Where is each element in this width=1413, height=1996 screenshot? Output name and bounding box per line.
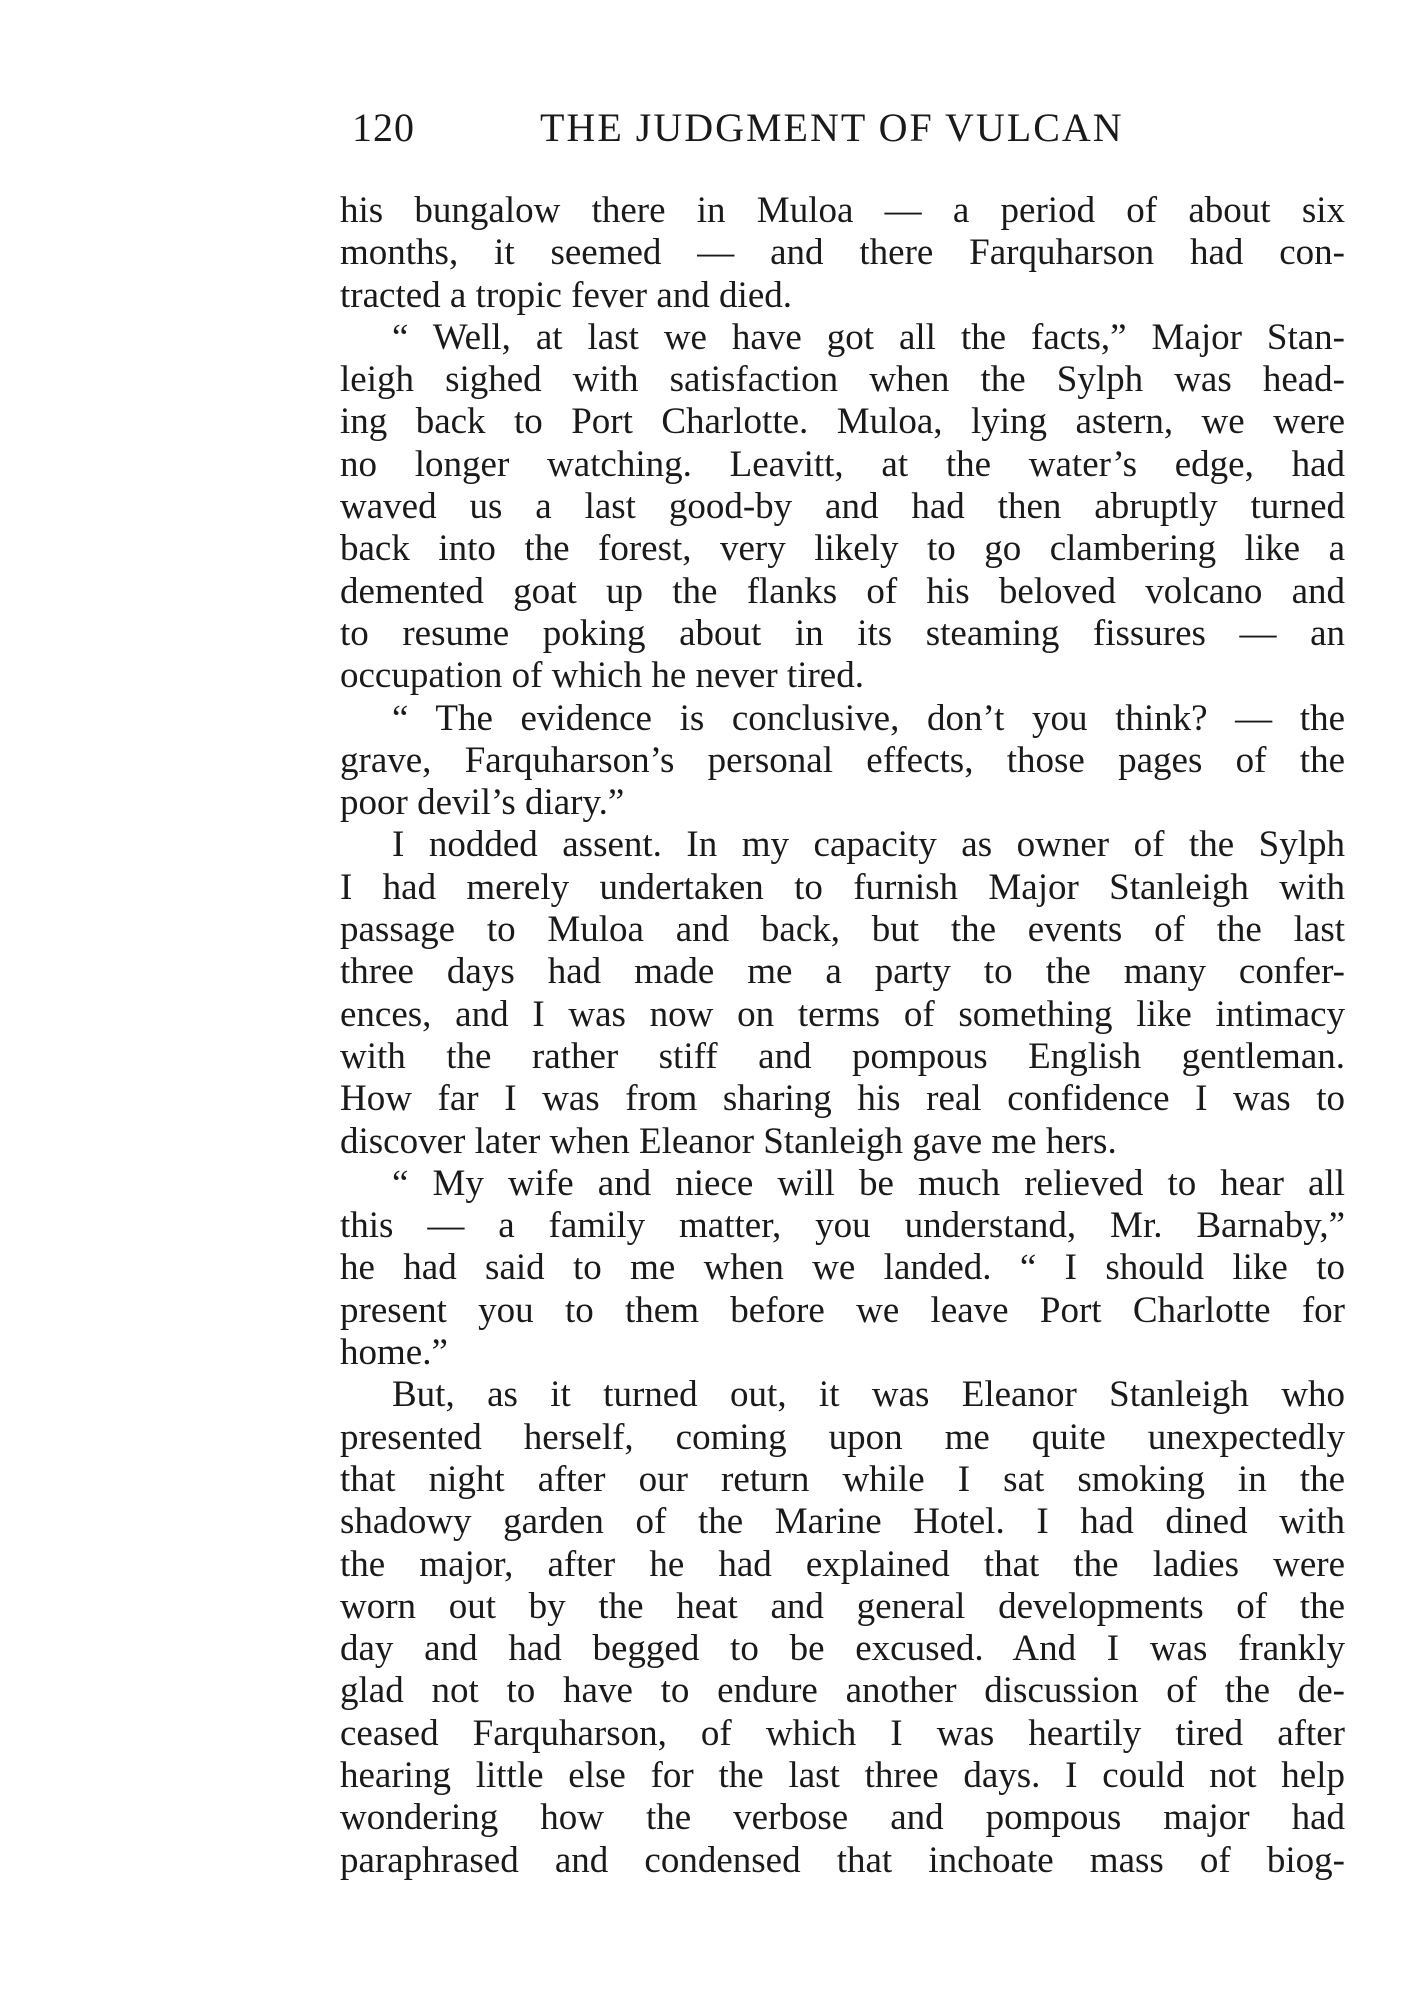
text-line: demented goat up the flanks of his beloved volcano and: [340, 570, 1345, 612]
text-line: tracted a tropic fever and died.: [340, 274, 792, 316]
text-line: “ The evidence is conclusive, don’t you think? — the: [392, 697, 1345, 739]
text-line: paraphrased and condensed that inchoate mass of biog-: [340, 1839, 1345, 1881]
text-line: months, it seemed — and there Farquharson had con-: [340, 232, 1345, 274]
text-line: present you to them before we leave Port Charlotte for: [340, 1289, 1345, 1331]
text-line: “ My wife and niece will be much relieved to hear all: [392, 1162, 1345, 1204]
text-line: passage to Muloa and back, but the events of the last: [340, 909, 1345, 951]
text-line: back into the forest, very likely to go clambering like a: [340, 528, 1345, 570]
text-line: poor devil’s diary.”: [340, 782, 625, 824]
text-line: wondering how the verbose and pompous major had: [340, 1797, 1345, 1839]
text-line: I had merely undertaken to furnish Major Stanleigh with: [340, 866, 1345, 908]
text-line: “ Well, at last we have got all the facts,” Major Stan-: [392, 316, 1345, 358]
text-line: glad not to have to endure another discussion of the de-: [340, 1670, 1345, 1712]
text-line: worn out by the heat and general developments of the: [340, 1585, 1345, 1627]
text-line: hearing little else for the last three days. I could not help: [340, 1754, 1345, 1796]
text-line: presented herself, coming upon me quite unexpectedly: [340, 1416, 1345, 1458]
text-line: no longer watching. Leavitt, at the water’s edge, had: [340, 443, 1345, 485]
text-line: But, as it turned out, it was Eleanor Stanleigh who: [392, 1374, 1345, 1416]
text-line: three days had made me a party to the many confer-: [340, 951, 1345, 993]
text-line: discover later when Eleanor Stanleigh gave me hers.: [340, 1120, 1117, 1162]
text-line: day and had begged to be excused. And I was frankly: [340, 1628, 1345, 1670]
text-line: his bungalow there in Muloa — a period of about six: [340, 190, 1345, 231]
text-line: occupation of which he never tired.: [340, 655, 864, 697]
text-line: shadowy garden of the Marine Hotel. I had dined with: [340, 1501, 1345, 1543]
body-text: [340, 190, 1390, 1882]
text-line: leigh sighed with satisfaction when the Sylph was head-: [340, 359, 1345, 401]
text-line: grave, Farquharson’s personal effects, those pages of the: [340, 739, 1345, 781]
text-line: I nodded assent. In my capacity as owner of the Sylph: [392, 824, 1345, 866]
text-line: the major, after he had explained that the ladies were: [340, 1543, 1345, 1585]
text-line: ing back to Port Charlotte. Muloa, lying astern, we were: [340, 401, 1345, 443]
text-line: home.”: [340, 1332, 448, 1374]
text-line: this — a family matter, you understand, Mr. Barnaby,”: [340, 1205, 1345, 1247]
text-line: ceased Farquharson, of which I was heartily tired after: [340, 1712, 1345, 1754]
text-line: waved us a last good-by and had then abruptly turned: [340, 486, 1345, 528]
running-head: [352, 104, 1202, 154]
text-line: How far I was from sharing his real confidence I was to: [340, 1078, 1345, 1120]
text-line: with the rather stiff and pompous English gentleman.: [340, 1035, 1345, 1077]
text-line: ences, and I was now on terms of something like intimacy: [340, 993, 1345, 1035]
text-line: to resume poking about in its steaming fissures — an: [340, 612, 1345, 654]
running-title: THE JUDGMENT OF VULCAN: [540, 105, 1124, 150]
text-line: he had said to me when we landed. “ I should like to: [340, 1247, 1345, 1289]
page-number: 120: [352, 105, 415, 150]
text-line: that night after our return while I sat smoking in the: [340, 1458, 1345, 1500]
